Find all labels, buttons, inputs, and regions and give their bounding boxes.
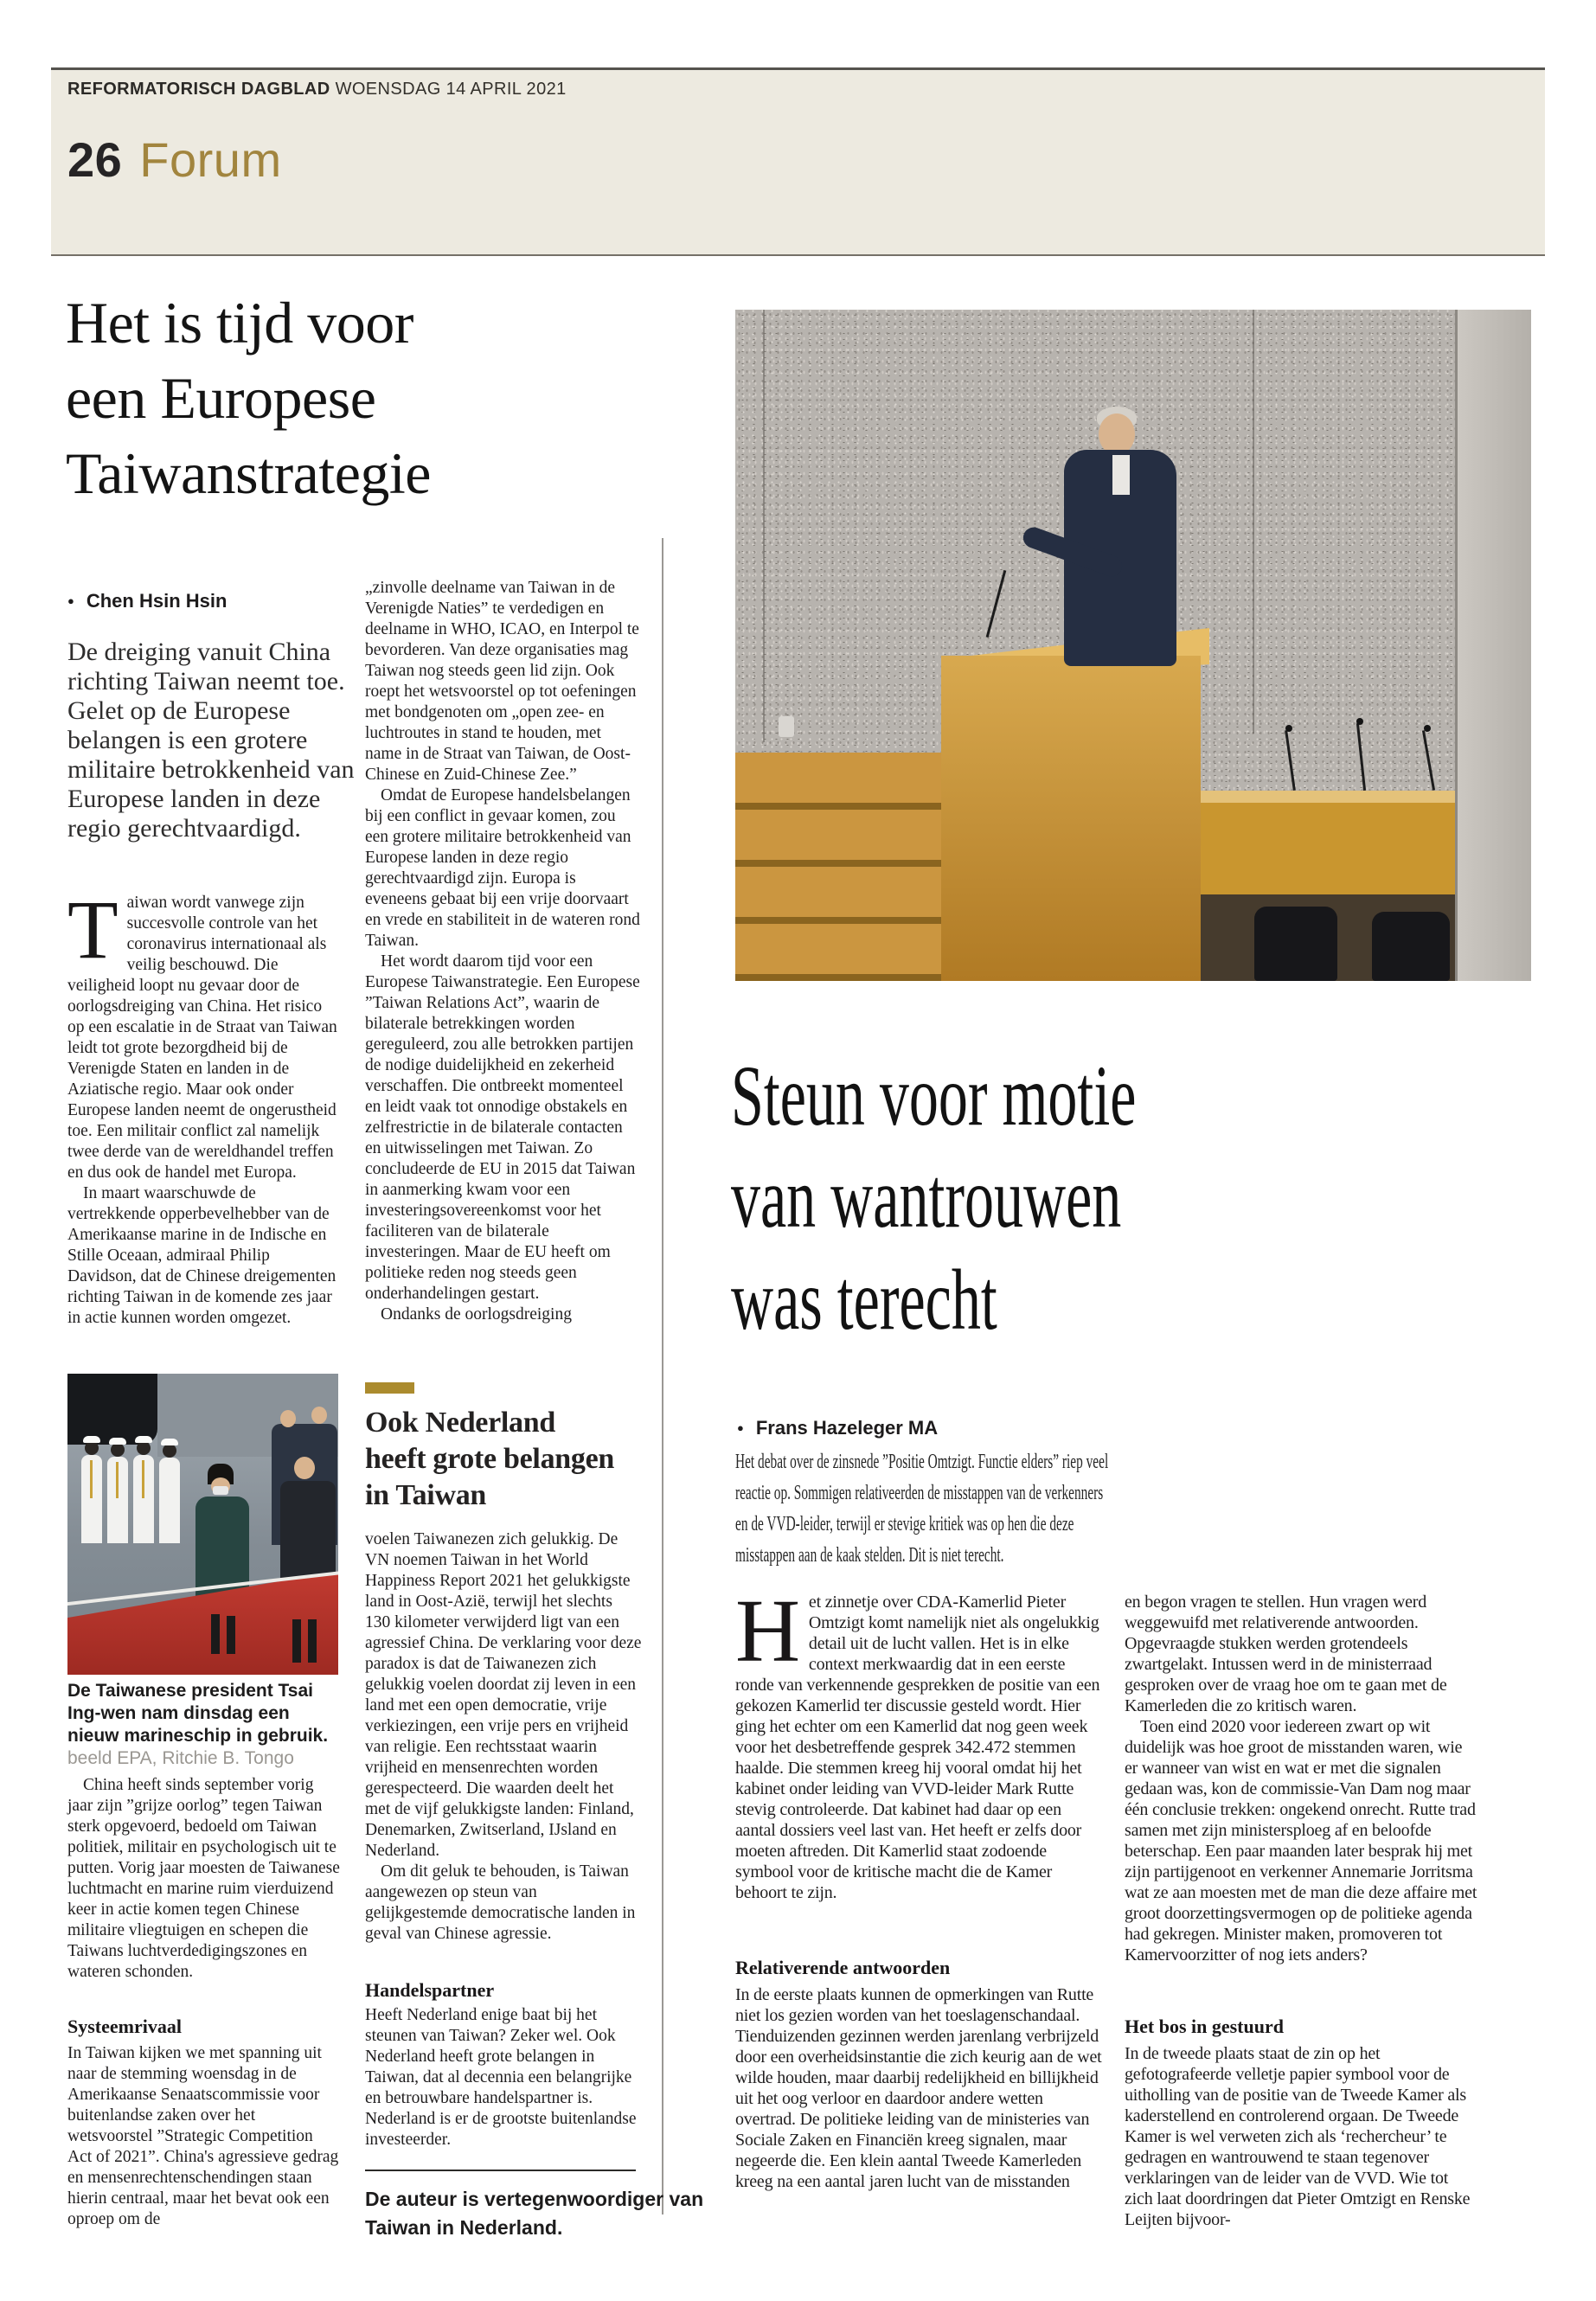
- lectern-body-shape: [941, 656, 1201, 981]
- article1-col1-p3: China heeft sinds september vorig jaar zijn ”grijze oorlog” tegen Taiwan sterk opgevoerd, bedoeld om Taiwan politiek, militair en psychologisch uit te putten. Vorig jaar moesten de Taiwanese luchtmacht en marine ruim vierduizend keer in actie komen tegen Chinese militaire vliegtuigen en schepen die Taiwans luchtverdedigingszones en wateren schonden.: [67, 1776, 340, 1981]
- honor-guard-figure: [159, 1458, 180, 1543]
- caption-text: De Taiwanese president Tsai Ing-wen nam dinsdag een nieuw marineschip in gebruik.: [67, 1681, 329, 1746]
- article2-col1-p1: Het zinnetje over CDA-Kamerlid Pieter Omtzigt komt namelijk niet als ongelukkig detail uit de lucht vallen. Het is in elke context merkwaardig dat in een eerste ronde van verkennende gesprekken de positie van een gekozen Kamerlid ter discussie gesteld wordt. Hier ging het echter om een Kamerlid dat nog geen week voor het desbetreffende gesprek 342.472 stemmen haalde. Die stemmen kreeg hij vooral omdat hij het kabinet onder leiding van VVD-leider Mark Rutte stevig controleerde. Dat kabinet had daar op een aantal dossiers veel last van. Het heeft er zelfs door moeten aftreden. Dit Kamerlid staat zodoende symbool voor de kritische macht die de Kamer behoort te zijn.: [735, 1581, 1100, 1902]
- article2-subhead-hetbos: Het bos in gestuurd: [1125, 2016, 1284, 2037]
- article2-subhead-relativerende: Relativerende antwoorden: [735, 1957, 951, 1978]
- article1-inside-subhead: Ook Nederland heeft grote belangen in Taiwan: [365, 1407, 614, 1511]
- section-name: Forum: [139, 132, 282, 187]
- footer-rule: [365, 2170, 636, 2171]
- dropcap-H: H: [735, 1581, 800, 1681]
- chair-shape: [1254, 907, 1337, 981]
- article2-col1-p2: In de eerste plaats kunnen de opmerkingen van Rutte niet los gezien worden van het toeslagenschandaal. Tienduizenden gezinnen werden jarenlang verbrijzeld door een overheidsinstantie die zich keurig aan de wet wilde houden, maar daarbij redelijkheid en billijkheid uit het oog verloor en daardoor andere wetten overtrad. De politieke leiding van de ministeries van Sociale Zaken en Financiën kreeg signalen, maar negeerde die. Een klein aantal Tweede Kamerleden kreeg na een aantal jaren lucht van de misstanden: [735, 1985, 1102, 2191]
- photo-taiwan-president: [67, 1374, 338, 1675]
- page-number: 26: [67, 132, 123, 187]
- photo-caption: [67, 1680, 343, 1770]
- article1-col1-p2: In maart waarschuwde de vertrekkende opperbevelhebber van de Amerikaanse marine in de Indische en Stille Oceaan, admiraal Philip Davidson, dat de Chinese dreigementen richting Taiwan in de komende zes jaar in actie kunnen worden omgezet.: [67, 1184, 337, 1327]
- article1-col2: „zinvolle deelname van Taiwan in de Verenigde Naties” te verdedigen en deelname in WHO, ICAO, en Interpol te bevorderen. Van deze organisaties mag Taiwan nog steeds geen lid zijn. Ook roept het wetsvoorstel op tot oefeningen met bondgenoten om „open zee- en luchtroutes in stand te houden, met name in de Straat van Taiwan, de Oost-Chinese en Zuid-Chinese Zee.” Omdat de Europese handelsbelangen bij een conflict in gevaar komen, zou een grotere militaire betrokkenheid van Europese landen in deze regio gerechtvaardigd zijn. Europa is eveneens gebaat bij een vrije doorvaart en vrede en stabiliteit in de wateren rond Taiwan. Het wordt daarom tijd voor een Europese Taiwanstrategie. Een Europese ”Taiwan Relations Act”, waarin de bilaterale betrekkingen worden gereguleerd, zou alle betrokken partijen de nodige duidelijkheid en zekerheid verschaffen. Die ontbreekt momenteel en leidt vaak tot onnodige obstakels en zelfrestrictie in de bilaterale contacten en uitwisselingen met Taiwan. Zo concludeerde de EU in 2015 dat Taiwan in aanmerking kwam voor een investeringsovereenkomst voor het faciliteren van de bilaterale investeringen. Maar de EU heeft om politieke reden nog steeds geen onderhandelingen gestart. Ondanks de oorlogsdreiging: [365, 579, 640, 1324]
- author-bullet-icon: ●: [737, 1421, 744, 1434]
- photo-parliament-speaker: [735, 310, 1531, 981]
- concrete-pillar-shape: [1455, 310, 1531, 981]
- microphone-icon: [1422, 730, 1435, 790]
- article1-col1-p4: In Taiwan kijken we met spanning uit naar de stemming woensdag in de Amerikaanse Senaatscommissie voor buitenlandse zaken over het wetsvoorstel ”Strategic Competition Act of 2021”. China's agressieve gedrag en mensenrechtenschendingen staan hierin centraal, maar het bevat ook een oproep om de: [67, 2044, 339, 2228]
- article2-author: [737, 1417, 1170, 1439]
- article2-col2-p3: In de tweede plaats staat de zin op het gefotografeerde velletje papier symbool voor de uitholling van de positie van de Tweede Kamer als kaderstellend en controlerend orgaan. De Tweede Kamer is wel verweten zich als ‘rechercheur’ te gedragen en wantrouwend te staan tegenover verklaringen van de leider van de VVD. Wie tot zich laat doordringen dat Pieter Omtzigt en Renske Leijten bijvoor-: [1125, 2044, 1471, 2229]
- issue-date: WOENSDAG 14 APRIL 2021: [335, 80, 567, 99]
- article2-col2b: [1125, 2043, 1477, 2230]
- article1-subhead-systeemrivaal: Systeemrivaal: [67, 2016, 182, 2037]
- photo-car-shape: [67, 1374, 157, 1445]
- cup-shape: [779, 716, 794, 737]
- paper-name: REFORMATORISCH DAGBLAD: [67, 80, 330, 99]
- article1-author: [67, 590, 362, 612]
- article1-col1-p1: Taiwan wordt vanwege zijn succesvolle controle van het coronavirus internationaal als veilig beschouwd. Die veiligheid loopt nu gevaar door de oorlogsdreiging van China. Het risico op een escalatie in de Straat van Taiwan leidt tot grote bezorgdheid bij de Verenigde Staten en landen in de Aziatische regio. Maar ook onder Europese landen neemt de ongerustheid toe. Een militair conflict zal namelijk twee derde van de wereldhandel treffen en dus ook de handel met Europa.: [67, 883, 337, 1182]
- desk-row-shape: [1201, 791, 1455, 894]
- article1-col1-end: [67, 2043, 340, 2230]
- microphone-icon: [1356, 723, 1366, 791]
- caption-credit: beeld EPA, Ritchie B. Tongo: [67, 1748, 294, 1768]
- article2-intro: Het debat over de zinsnede ”Positie Omtzigt. Functie elders” riep veel reactie op. Sommigen relativeerden de misstappen van de verkenners en de VVD-leider, terwijl er stevige kritiek was op hen die deze misstappen aan de kaak stelden. Dit is niet terecht.: [735, 1451, 1109, 1567]
- article1-col2b-p3: Heeft Nederland enige baat bij het steunen van Taiwan? Zeker wel. Ook Nederland heeft grote belangen in Taiwan, dat al decennia een belangrijke en betrouwbare handelspartner is. Nederland is er de grootste buitenlandse investeerder.: [365, 2006, 637, 2149]
- article2-col2: [1125, 1592, 1477, 1965]
- article1-author-footnote: De auteur is vertegenwoordiger van Taiwan in Nederland.: [365, 2188, 704, 2239]
- article1-intro: De dreiging vanuit China richting Taiwan neemt toe. Gelet op de Europese belangen is een grotere militaire betrokkenheid van Europese landen in deze regio gerechtvaardigd.: [67, 638, 355, 843]
- column-divider: [662, 538, 663, 2214]
- article1-col2b: voelen Taiwanezen zich gelukkig. De VN noemen Taiwan in het World Happiness Report 2021 het gelukkigste land in Oost-Azië, terwijl het slechts 130 kilometer verwijderd ligt van een agressief China. De verklaring voor deze paradox is dat de Taiwanezen zich gelukkig voelen doordat zij leven in een land met een open democratie, vrije verkiezingen, een vrije pers en vrijheid van religie. Een rechtsstaat waarin vrijheid en mensenrechten worden gerespecteerd. Die waarden deelt het met de vijf gelukkigste landen: Finland, Denemarken, Zwitserland, IJsland en Nederland. Om dit geluk te behouden, is Taiwan aangewezen op steun van gelijkgestemde democratische landen in geval van Chinese agressie.: [365, 1530, 642, 1943]
- article2-headline: Steun voor motie van wantrouwen was terecht: [731, 1048, 1137, 1348]
- wooden-benches-shape: [735, 753, 941, 981]
- article1-col1: [67, 883, 340, 1329]
- chair-shape: [1372, 912, 1450, 981]
- article1-headline: Het is tijd voor een Europese Taiwanstrategie: [66, 290, 431, 506]
- article1-author-name: Chen Hsin Hsin: [86, 590, 228, 612]
- article1-col1-continued: [67, 1775, 340, 1983]
- masthead: [67, 80, 933, 99]
- microphone-icon: [986, 570, 1007, 638]
- article2-author-name: Frans Hazeleger MA: [755, 1417, 939, 1439]
- face-mask: [213, 1486, 228, 1495]
- article2-col1b: [735, 1984, 1102, 2192]
- article2-col1: [735, 1581, 1102, 1903]
- gold-bar-accent: [365, 1382, 414, 1394]
- article2-col2-p1: en begon vragen te stellen. Hun vragen werd weggewuifd met relativerende antwoorden. Opgevraagde stukken werden grotendeels zwartgelakt. Intussen werd in de ministerraad gesproken over de vraag hoe om te gaan met de Kamerleden die zo kritisch waren.: [1125, 1593, 1447, 1715]
- dropcap-T: T: [67, 883, 119, 976]
- article1-subhead-handelspartner: Handelspartner: [365, 1979, 495, 2001]
- article1-col2c: [365, 2005, 642, 2150]
- author-bullet-icon: ●: [67, 594, 74, 607]
- section-header: [67, 131, 673, 188]
- speaker-head: [1099, 413, 1135, 455]
- article2-col2-p2: Toen eind 2020 voor iedereen zwart op wit duidelijk was hoe groot de misstanden waren, wie er wanneer van wist en wat er met die signalen gedaan was, kon de commissie-Van Dam nog maar één conclusie trekken: ongekend onrecht. Rutte trad samen met zijn ministersploeg af en beloofde beterschap. Een paar maanden later besprak hij met zijn partijgenoot en verkenner Annemarie Jorritsma wat ze aan moesten met de man die deze affaire met groot doorzettingsvermogen op de politieke agenda had gekregen. Minister maken, promoveren tot Kamervoorzitter of nog iets anders?: [1125, 1717, 1477, 1965]
- microphone-icon: [1285, 730, 1296, 791]
